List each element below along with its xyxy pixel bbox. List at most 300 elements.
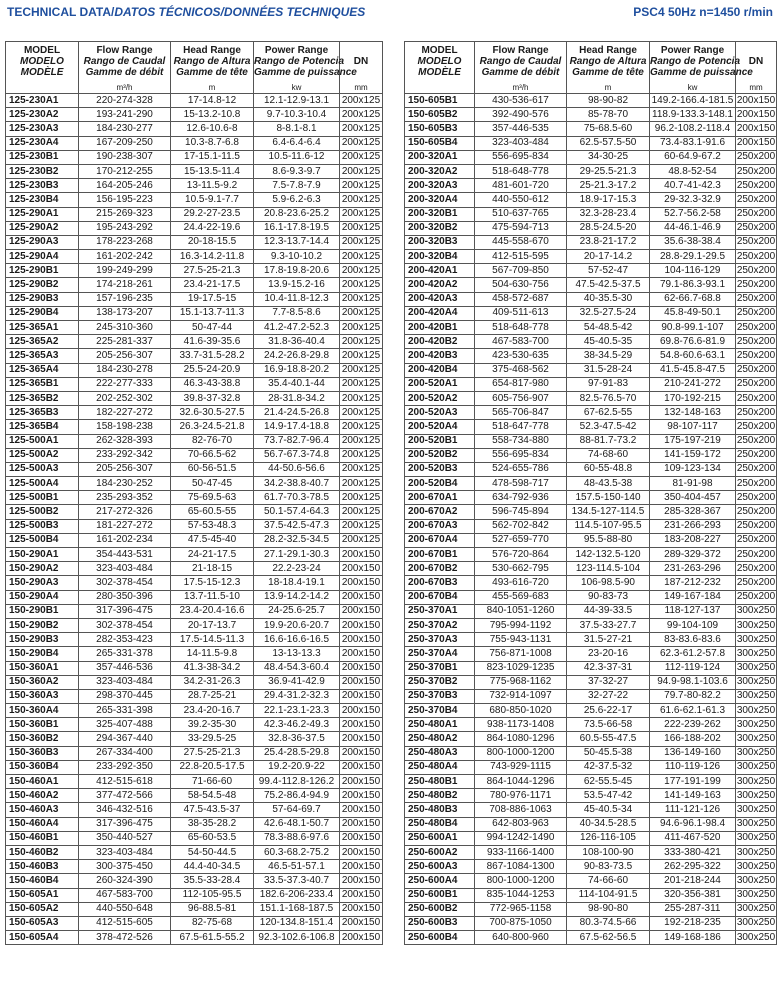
- model-cell: 200-670A3: [405, 519, 475, 533]
- power-cell: 350-404-457: [650, 491, 736, 505]
- dn-cell: 200x125: [340, 221, 383, 235]
- dn-cell: 250x200: [736, 377, 777, 391]
- head-cell: 44-39-33.5: [567, 604, 650, 618]
- table-row: [405, 164, 777, 178]
- model-cell: 250-370B2: [405, 675, 475, 689]
- power-cell: 177-191-199: [650, 775, 736, 789]
- head-cell: 38-34.5-29: [567, 349, 650, 363]
- flow-cell: 467-583-700: [475, 335, 567, 349]
- flow-cell: 558-734-880: [475, 434, 567, 448]
- dn-cell: 200x125: [340, 250, 383, 264]
- power-cell: 42.6-48.1-50.7: [254, 817, 340, 831]
- head-cell: 126-116-105: [567, 831, 650, 845]
- flow-cell: 323-403-484: [79, 675, 171, 689]
- power-cell: 69.8-76.6-81.9: [650, 335, 736, 349]
- table-row: [6, 250, 383, 264]
- unit-power: kw: [650, 81, 736, 94]
- model-cell: 125-365A3: [6, 349, 79, 363]
- head-cell: 40-34.5-28.5: [567, 817, 650, 831]
- head-cell: 10.5-9.1-7.7: [171, 193, 254, 207]
- power-cell: 78.3-88.6-97.6: [254, 831, 340, 845]
- power-cell: 41.5-45.8-47.5: [650, 363, 736, 377]
- dn-cell: 300x250: [736, 718, 777, 732]
- flow-cell: 772-965-1158: [475, 902, 567, 916]
- head-cell: 90-83-73: [567, 590, 650, 604]
- head-cell: 41.3-38-34.2: [171, 661, 254, 675]
- model-cell: 250-480B1: [405, 775, 475, 789]
- dn-cell: 300x250: [736, 704, 777, 718]
- flow-cell: 800-1000-1200: [475, 874, 567, 888]
- table-row: [6, 235, 383, 249]
- dn-cell: 200x150: [340, 916, 383, 930]
- table-row: [405, 406, 777, 420]
- flow-cell: 835-1044-1253: [475, 888, 567, 902]
- power-cell: 136-149-160: [650, 746, 736, 760]
- power-cell: 120-134.8-151.4: [254, 916, 340, 930]
- table-row: [405, 732, 777, 746]
- model-cell: 250-480A2: [405, 732, 475, 746]
- power-cell: 22.1-23.1-23.3: [254, 704, 340, 718]
- table-row: [6, 462, 383, 476]
- flow-cell: 634-792-936: [475, 491, 567, 505]
- dn-cell: 250x200: [736, 150, 777, 164]
- model-cell: 150-460A3: [6, 803, 79, 817]
- dn-cell: 200x150: [340, 732, 383, 746]
- unit-model: [405, 81, 475, 94]
- model-cell: 125-500A4: [6, 477, 79, 491]
- power-cell: 54.8-60.6-63.1: [650, 349, 736, 363]
- flow-cell: 518-648-778: [475, 321, 567, 335]
- table-row: [405, 278, 777, 292]
- table-row: [405, 221, 777, 235]
- head-cell: 75-68.5-60: [567, 122, 650, 136]
- head-cell: 67-62.5-55: [567, 406, 650, 420]
- head-cell: 20-18-15.5: [171, 235, 254, 249]
- power-cell: 28.8-29.1-29.5: [650, 250, 736, 264]
- model-cell: 200-520A1: [405, 377, 475, 391]
- flow-cell: 233-292-350: [79, 760, 171, 774]
- dn-cell: 250x200: [736, 505, 777, 519]
- flow-cell: 280-350-396: [79, 590, 171, 604]
- head-cell: 23.8-21-17.2: [567, 235, 650, 249]
- power-cell: 192-218-235: [650, 916, 736, 930]
- flow-cell: 478-598-717: [475, 477, 567, 491]
- dn-cell: 200x150: [736, 122, 777, 136]
- head-cell: 82-75-68: [171, 916, 254, 930]
- power-cell: 33.5-37.3-40.7: [254, 874, 340, 888]
- model-cell: 200-670B2: [405, 562, 475, 576]
- power-cell: 22.2-23-24: [254, 562, 340, 576]
- power-cell: 222-239-262: [650, 718, 736, 732]
- head-cell: 75-69.5-63: [171, 491, 254, 505]
- col-head: Head Range Rango de Altura Gamme de tête: [171, 42, 254, 82]
- model-cell: 200-520B1: [405, 434, 475, 448]
- model-cell: 250-370B4: [405, 704, 475, 718]
- flow-cell: 202-252-302: [79, 391, 171, 405]
- model-cell: 250-370A2: [405, 618, 475, 632]
- flow-cell: 530-662-795: [475, 562, 567, 576]
- table-row: [6, 718, 383, 732]
- table-row: [6, 618, 383, 632]
- table-row: [405, 122, 777, 136]
- table-row: [405, 590, 777, 604]
- model-cell: 150-460B1: [6, 831, 79, 845]
- model-cell: 150-460B3: [6, 860, 79, 874]
- model-cell: 200-420B2: [405, 335, 475, 349]
- head-cell: 123-114.5-104: [567, 562, 650, 576]
- table-row: [6, 604, 383, 618]
- flow-cell: 680-850-1020: [475, 704, 567, 718]
- power-cell: 41.2-47.2-52.3: [254, 321, 340, 335]
- head-cell: 16.3-14.2-11.8: [171, 250, 254, 264]
- model-cell: 200-670A2: [405, 505, 475, 519]
- model-cell: 125-365A2: [6, 335, 79, 349]
- head-cell: 67.5-61.5-55.2: [171, 931, 254, 945]
- head-cell: 34-30-25: [567, 150, 650, 164]
- power-cell: 32.8-36-37.5: [254, 732, 340, 746]
- flow-cell: 182-227-272: [79, 406, 171, 420]
- table-row: [6, 108, 383, 122]
- table-row: [6, 533, 383, 547]
- power-cell: 28.2-32.5-34.5: [254, 533, 340, 547]
- table-row: [6, 491, 383, 505]
- model-cell: 125-230A1: [6, 94, 79, 108]
- model-cell: 125-365B2: [6, 391, 79, 405]
- power-cell: 29-32.3-32.9: [650, 193, 736, 207]
- dn-cell: 250x200: [736, 562, 777, 576]
- power-cell: 28-31.8-34.2: [254, 391, 340, 405]
- table-row: [405, 803, 777, 817]
- table-row: [405, 94, 777, 108]
- power-cell: 21.4-24.5-26.8: [254, 406, 340, 420]
- model-cell: 125-230A3: [6, 122, 79, 136]
- head-cell: 44.4-40-34.5: [171, 860, 254, 874]
- model-cell: 150-605A3: [6, 916, 79, 930]
- table-row: [405, 477, 777, 491]
- head-cell: 114-104-91.5: [567, 888, 650, 902]
- table-row: [405, 391, 777, 405]
- power-cell: 62.3-61.2-57.8: [650, 647, 736, 661]
- page-header: [0, 0, 779, 26]
- table-row: [405, 831, 777, 845]
- dn-cell: 200x125: [340, 108, 383, 122]
- flow-cell: 346-432-516: [79, 803, 171, 817]
- head-cell: 33-29.5-25: [171, 732, 254, 746]
- table-row: [405, 207, 777, 221]
- power-cell: 110-119-126: [650, 760, 736, 774]
- model-cell: 200-670B3: [405, 576, 475, 590]
- power-cell: 40.7-41-42.3: [650, 179, 736, 193]
- table-row: [405, 519, 777, 533]
- dn-cell: 250x200: [736, 491, 777, 505]
- dn-cell: 200x125: [340, 122, 383, 136]
- flow-cell: 756-871-1008: [475, 647, 567, 661]
- power-cell: 45.8-49-50.1: [650, 306, 736, 320]
- model-cell: 250-600B2: [405, 902, 475, 916]
- head-cell: 41.6-39-35.6: [171, 335, 254, 349]
- flow-cell: 493-616-720: [475, 576, 567, 590]
- power-cell: 118.9-133.3-148.1: [650, 108, 736, 122]
- flow-cell: 864-1080-1296: [475, 732, 567, 746]
- dn-cell: 200x150: [340, 604, 383, 618]
- head-cell: 46.3-43-38.8: [171, 377, 254, 391]
- flow-cell: 481-601-720: [475, 179, 567, 193]
- flow-cell: 317-396-475: [79, 604, 171, 618]
- dn-cell: 200x150: [340, 931, 383, 945]
- dn-cell: 200x125: [340, 179, 383, 193]
- table-row: [405, 888, 777, 902]
- head-cell: 88-81.7-73.2: [567, 434, 650, 448]
- model-cell: 150-605B3: [405, 122, 475, 136]
- power-cell: 73.4-83.1-91.6: [650, 136, 736, 150]
- table-row: [405, 377, 777, 391]
- dn-cell: 200x150: [340, 789, 383, 803]
- model-cell: 200-420A1: [405, 264, 475, 278]
- power-cell: 46.5-51-57.1: [254, 860, 340, 874]
- power-cell: 118-127-137: [650, 604, 736, 618]
- power-cell: 182.6-206-233.4: [254, 888, 340, 902]
- flow-cell: 357-446-536: [79, 661, 171, 675]
- dn-cell: 200x125: [340, 264, 383, 278]
- dn-cell: 250x200: [736, 221, 777, 235]
- col-model: MODEL MODELO MODÈLE: [6, 42, 79, 82]
- power-cell: 24-25.6-25.7: [254, 604, 340, 618]
- col-model: MODEL MODELO MODÈLE: [405, 42, 475, 82]
- col-head: Head Range Rango de Altura Gamme de tête: [567, 42, 650, 82]
- unit-dn: mm: [736, 81, 777, 94]
- power-cell: 12.1-12.9-13.1: [254, 94, 340, 108]
- head-cell: 28.7-25-21: [171, 689, 254, 703]
- dn-cell: 300x250: [736, 689, 777, 703]
- model-cell: 250-370B3: [405, 689, 475, 703]
- dn-cell: 200x150: [340, 888, 383, 902]
- head-cell: 20-17-14.2: [567, 250, 650, 264]
- dn-cell: 250x200: [736, 335, 777, 349]
- model-cell: 150-290B1: [6, 604, 79, 618]
- head-cell: 23.4-20.4-16.6: [171, 604, 254, 618]
- dn-cell: 250x200: [736, 548, 777, 562]
- model-cell: 125-365B3: [6, 406, 79, 420]
- dn-cell: 300x250: [736, 860, 777, 874]
- flow-cell: 518-648-778: [475, 164, 567, 178]
- model-cell: 250-600A4: [405, 874, 475, 888]
- flow-cell: 220-274-328: [79, 94, 171, 108]
- flow-cell: 193-241-290: [79, 108, 171, 122]
- model-cell: 200-320B1: [405, 207, 475, 221]
- flow-cell: 184-230-277: [79, 122, 171, 136]
- flow-cell: 217-272-326: [79, 505, 171, 519]
- model-cell: 150-360A1: [6, 661, 79, 675]
- head-cell: 32.6-30.5-27.5: [171, 406, 254, 420]
- table-row: [6, 505, 383, 519]
- dn-cell: 250x200: [736, 434, 777, 448]
- flow-cell: 267-334-400: [79, 746, 171, 760]
- model-cell: 150-605B2: [405, 108, 475, 122]
- head-cell: 35.5-33-28.4: [171, 874, 254, 888]
- col-flow: Flow Range Rango de Caudal Gamme de débit: [79, 42, 171, 82]
- head-cell: 71-66-60: [171, 775, 254, 789]
- dn-cell: 200x150: [340, 902, 383, 916]
- model-cell: 200-420A2: [405, 278, 475, 292]
- power-cell: 141-159-172: [650, 448, 736, 462]
- model-cell: 125-290A4: [6, 250, 79, 264]
- unit-model: [6, 81, 79, 94]
- unit-dn: mm: [340, 81, 383, 94]
- dn-cell: 250x200: [736, 193, 777, 207]
- model-cell: 125-500B2: [6, 505, 79, 519]
- dn-cell: 300x250: [736, 633, 777, 647]
- dn-cell: 200x125: [340, 477, 383, 491]
- power-cell: 37.5-42.5-47.3: [254, 519, 340, 533]
- power-cell: 42.3-46.2-49.3: [254, 718, 340, 732]
- flow-cell: 475-594-713: [475, 221, 567, 235]
- flow-cell: 524-655-786: [475, 462, 567, 476]
- head-cell: 108-100-90: [567, 845, 650, 859]
- flow-cell: 167-209-250: [79, 136, 171, 150]
- dn-cell: 300x250: [736, 888, 777, 902]
- model-cell: 125-230B4: [6, 193, 79, 207]
- flow-cell: 445-558-670: [475, 235, 567, 249]
- model-cell: 150-605B1: [405, 94, 475, 108]
- model-cell: 250-600B3: [405, 916, 475, 930]
- dn-cell: 250x200: [736, 519, 777, 533]
- table-row: [405, 292, 777, 306]
- model-cell: 250-370A4: [405, 647, 475, 661]
- power-cell: 20.8-23.6-25.2: [254, 207, 340, 221]
- col-dn: DN: [736, 42, 777, 82]
- power-cell: 7.7-8.5-8.6: [254, 306, 340, 320]
- dn-cell: 250x200: [736, 590, 777, 604]
- flow-cell: 562-702-842: [475, 519, 567, 533]
- model-cell: 125-290A2: [6, 221, 79, 235]
- model-cell: 250-480B4: [405, 817, 475, 831]
- model-cell: 200-320A4: [405, 193, 475, 207]
- dn-cell: 250x200: [736, 576, 777, 590]
- power-cell: 25.4-28.5-29.8: [254, 746, 340, 760]
- table-row: [6, 576, 383, 590]
- flow-cell: 556-695-834: [475, 150, 567, 164]
- flow-cell: 780-976-1171: [475, 789, 567, 803]
- flow-cell: 184-230-278: [79, 363, 171, 377]
- dn-cell: 200x150: [340, 562, 383, 576]
- dn-cell: 250x200: [736, 321, 777, 335]
- table-row: [405, 306, 777, 320]
- flow-cell: 300-375-450: [79, 860, 171, 874]
- flow-cell: 302-378-454: [79, 576, 171, 590]
- power-cell: 79.7-80-82.2: [650, 689, 736, 703]
- flow-cell: 357-446-535: [475, 122, 567, 136]
- power-cell: 149.2-166.4-181.5: [650, 94, 736, 108]
- dn-cell: 200x150: [340, 576, 383, 590]
- head-cell: 42.3-37-31: [567, 661, 650, 675]
- table-row: [6, 590, 383, 604]
- table-row: [6, 278, 383, 292]
- head-cell: 45-40.5-35: [567, 335, 650, 349]
- power-cell: 6.4-6.4-6.4: [254, 136, 340, 150]
- power-cell: 109-123-134: [650, 462, 736, 476]
- head-cell: 23.4-21-17.5: [171, 278, 254, 292]
- dn-cell: 200x125: [340, 321, 383, 335]
- power-cell: 9.7-10.3-10.4: [254, 108, 340, 122]
- head-cell: 21-18-15: [171, 562, 254, 576]
- flow-cell: 654-817-980: [475, 377, 567, 391]
- power-cell: 149-168-186: [650, 931, 736, 945]
- table-row: [6, 760, 383, 774]
- flow-cell: 458-572-687: [475, 292, 567, 306]
- head-cell: 57-52-47: [567, 264, 650, 278]
- flow-cell: 323-403-484: [79, 562, 171, 576]
- dn-cell: 200x125: [340, 164, 383, 178]
- flow-cell: 867-1084-1300: [475, 860, 567, 874]
- dn-cell: 200x150: [340, 704, 383, 718]
- model-cell: 150-290A1: [6, 548, 79, 562]
- head-cell: 42-37.5-32: [567, 760, 650, 774]
- power-cell: 183-208-227: [650, 533, 736, 547]
- flow-cell: 933-1166-1400: [475, 845, 567, 859]
- dn-cell: 200x125: [340, 150, 383, 164]
- table-row: [405, 902, 777, 916]
- head-cell: 13-11.5-9.2: [171, 179, 254, 193]
- power-cell: 96.2-108.2-118.4: [650, 122, 736, 136]
- power-cell: 262-295-322: [650, 860, 736, 874]
- flow-cell: 260-324-390: [79, 874, 171, 888]
- flow-cell: 504-630-756: [475, 278, 567, 292]
- flow-cell: 157-196-235: [79, 292, 171, 306]
- power-cell: 35.6-38-38.4: [650, 235, 736, 249]
- model-cell: 125-290B4: [6, 306, 79, 320]
- head-cell: 57-53-48.3: [171, 519, 254, 533]
- flow-cell: 222-277-333: [79, 377, 171, 391]
- power-cell: 166-188-202: [650, 732, 736, 746]
- power-cell: 61.7-70.3-78.5: [254, 491, 340, 505]
- table-row: [6, 448, 383, 462]
- dn-cell: 200x150: [340, 817, 383, 831]
- dn-cell: 200x125: [340, 306, 383, 320]
- table-row: [6, 391, 383, 405]
- table-row: [405, 448, 777, 462]
- power-cell: 333-380-421: [650, 845, 736, 859]
- model-cell: 125-230B3: [6, 179, 79, 193]
- flow-cell: 199-249-299: [79, 264, 171, 278]
- power-cell: 35.4-40.1-44: [254, 377, 340, 391]
- dn-cell: 250x200: [736, 477, 777, 491]
- flow-cell: 795-994-1192: [475, 618, 567, 632]
- head-cell: 112-105-95.5: [171, 888, 254, 902]
- table-row: [6, 94, 383, 108]
- power-cell: 94.6-96.1-98.4: [650, 817, 736, 831]
- dn-cell: 250x200: [736, 533, 777, 547]
- table-row: [6, 789, 383, 803]
- power-cell: 13.9-14.2-14.2: [254, 590, 340, 604]
- series-label: PSC4 50Hz n=1450 r/min: [633, 5, 773, 19]
- model-cell: 125-290B1: [6, 264, 79, 278]
- unit-power: kw: [254, 81, 340, 94]
- flow-cell: 138-173-207: [79, 306, 171, 320]
- model-cell: 125-500B1: [6, 491, 79, 505]
- head-cell: 60-56-51.5: [171, 462, 254, 476]
- table-row: [405, 661, 777, 675]
- head-cell: 29.2-27-23.5: [171, 207, 254, 221]
- power-cell: 48.4-54.3-60.4: [254, 661, 340, 675]
- head-cell: 65-60.5-55: [171, 505, 254, 519]
- unit-flow: m³/h: [79, 81, 171, 94]
- power-cell: 289-329-372: [650, 548, 736, 562]
- model-cell: 250-600A2: [405, 845, 475, 859]
- head-cell: 31.5-28-24: [567, 363, 650, 377]
- head-cell: 90-83-73.5: [567, 860, 650, 874]
- model-cell: 150-460B2: [6, 845, 79, 859]
- model-cell: 150-360B2: [6, 732, 79, 746]
